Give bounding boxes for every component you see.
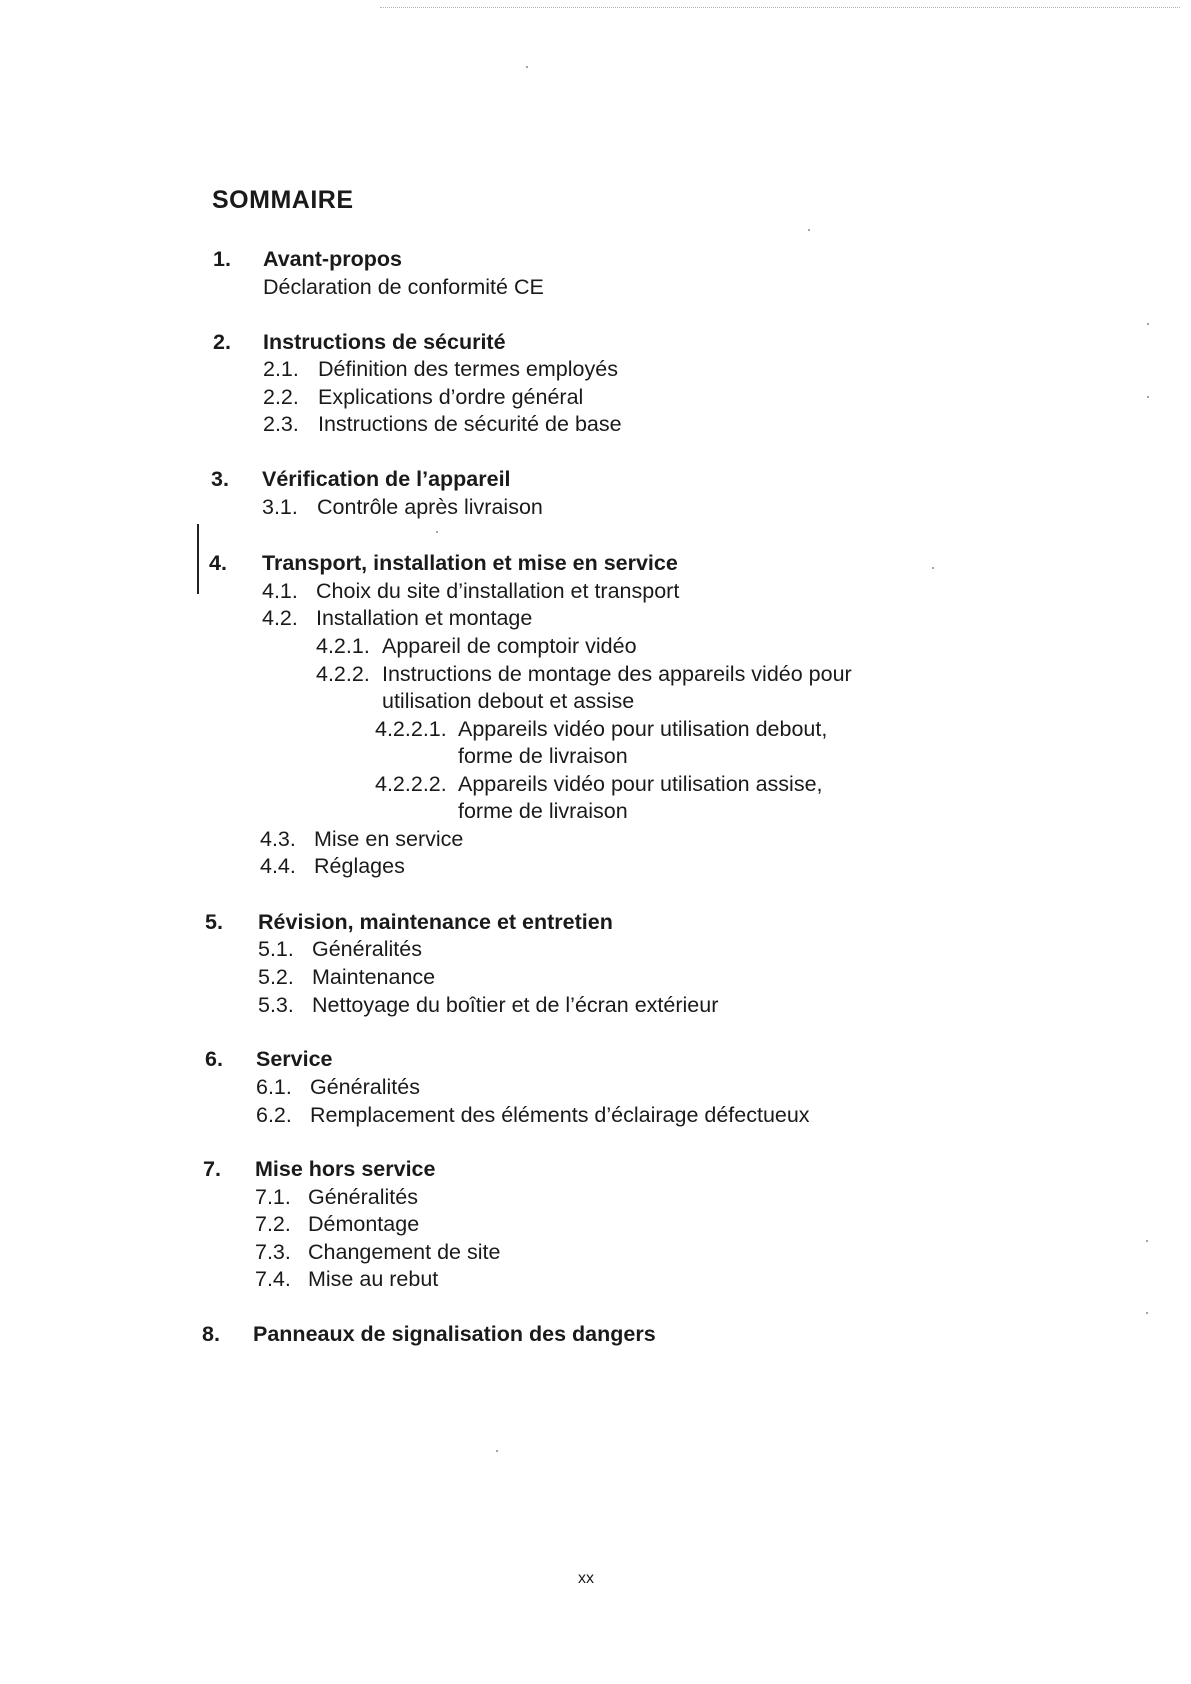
section-2-title: Instructions de sécurité — [263, 330, 506, 354]
entry-5-1-text: Généralités — [312, 937, 422, 961]
section-8-title: Panneaux de signalisation des dangers — [253, 1322, 656, 1346]
entry-5-3-number: 5.3. — [258, 993, 294, 1017]
entry-4-2-2-continuation: utilisation debout et assise — [382, 689, 635, 713]
entry-7-1-text: Généralités — [308, 1185, 418, 1209]
section-5-title: Révision, maintenance et entretien — [258, 910, 613, 934]
entry-6-1-number: 6.1. — [256, 1075, 292, 1099]
entry-1-declaration: Déclaration de conformité CE — [263, 275, 544, 299]
entry-4-4-number: 4.4. — [260, 854, 296, 878]
entry-4-2-1-text: Appareil de comptoir vidéo — [382, 634, 637, 658]
entry-6-2-text: Remplacement des éléments d’éclairage défectueux — [310, 1103, 810, 1127]
scan-speck — [436, 531, 438, 533]
section-3-title: Vérification de l’appareil — [262, 467, 511, 491]
section-1-number: 1. — [213, 247, 231, 271]
entry-7-4-number: 7.4. — [255, 1267, 291, 1291]
entry-4-4-text: Réglages — [314, 854, 405, 878]
entry-2-3-text: Instructions de sécurité de base — [318, 412, 622, 436]
section-4-title: Transport, installation et mise en service — [262, 551, 678, 575]
entry-4-1-text: Choix du site d’installation et transport — [316, 579, 680, 603]
section-3-number: 3. — [211, 467, 229, 491]
entry-6-1-text: Généralités — [310, 1075, 420, 1099]
entry-4-1-number: 4.1. — [262, 579, 298, 603]
scan-speck — [1146, 1312, 1148, 1314]
page-number: xx — [578, 1570, 594, 1587]
entry-4-3-text: Mise en service — [314, 827, 464, 851]
entry-4-2-2-2-continuation: forme de livraison — [458, 799, 628, 823]
revision-margin-bar — [197, 524, 199, 594]
entry-4-2-number: 4.2. — [262, 606, 298, 630]
entry-4-2-2-1-number: 4.2.2.1. — [375, 717, 447, 741]
section-6-number: 6. — [205, 1047, 223, 1071]
entry-4-2-text: Installation et montage — [316, 606, 533, 630]
entry-2-2-text: Explications d’ordre général — [318, 385, 584, 409]
scan-top-rule — [380, 7, 1180, 8]
entry-2-3-number: 2.3. — [263, 412, 299, 436]
entry-2-1-number: 2.1. — [263, 357, 299, 381]
scan-speck — [1147, 396, 1149, 398]
scan-speck — [496, 1450, 498, 1452]
entry-5-1-number: 5.1. — [258, 937, 294, 961]
entry-2-2-number: 2.2. — [263, 385, 299, 409]
section-5-number: 5. — [205, 910, 223, 934]
section-1-title: Avant-propos — [263, 247, 402, 271]
entry-4-3-number: 4.3. — [260, 827, 296, 851]
entry-3-1-text: Contrôle après livraison — [317, 495, 543, 519]
entry-7-2-text: Démontage — [308, 1212, 420, 1236]
section-6-title: Service — [256, 1047, 333, 1071]
entry-5-2-text: Maintenance — [312, 965, 436, 989]
section-4-number: 4. — [209, 551, 227, 575]
scan-speck — [808, 229, 810, 231]
scan-speck — [526, 66, 528, 68]
entry-4-2-2-2-number: 4.2.2.2. — [375, 772, 447, 796]
entry-4-2-2-number: 4.2.2. — [316, 662, 370, 686]
entry-4-2-2-2-text: Appareils vidéo pour utilisation assise, — [458, 772, 823, 796]
scan-speck — [1146, 1240, 1148, 1242]
section-7-number: 7. — [203, 1157, 221, 1181]
entry-4-2-1-number: 4.2.1. — [316, 634, 370, 658]
entry-4-2-2-1-text: Appareils vidéo pour utilisation debout, — [458, 717, 828, 741]
entry-4-2-2-text: Instructions de montage des appareils vidéo pour — [382, 662, 852, 686]
entry-6-2-number: 6.2. — [256, 1103, 292, 1127]
entry-7-3-text: Changement de site — [308, 1240, 501, 1264]
scan-speck — [932, 567, 934, 569]
entry-7-3-number: 7.3. — [255, 1240, 291, 1264]
entry-2-1-text: Définition des termes employés — [318, 357, 618, 381]
section-2-number: 2. — [213, 330, 231, 354]
page-title: SOMMAIRE — [212, 186, 354, 214]
entry-5-2-number: 5.2. — [258, 965, 294, 989]
section-7-title: Mise hors service — [255, 1157, 436, 1181]
entry-7-1-number: 7.1. — [255, 1185, 291, 1209]
scan-speck — [1147, 323, 1149, 325]
entry-3-1-number: 3.1. — [262, 495, 298, 519]
entry-7-4-text: Mise au rebut — [308, 1267, 439, 1291]
entry-5-3-text: Nettoyage du boîtier et de l’écran extérieur — [312, 993, 719, 1017]
entry-7-2-number: 7.2. — [255, 1212, 291, 1236]
section-8-number: 8. — [202, 1322, 220, 1346]
entry-4-2-2-1-continuation: forme de livraison — [458, 744, 628, 768]
